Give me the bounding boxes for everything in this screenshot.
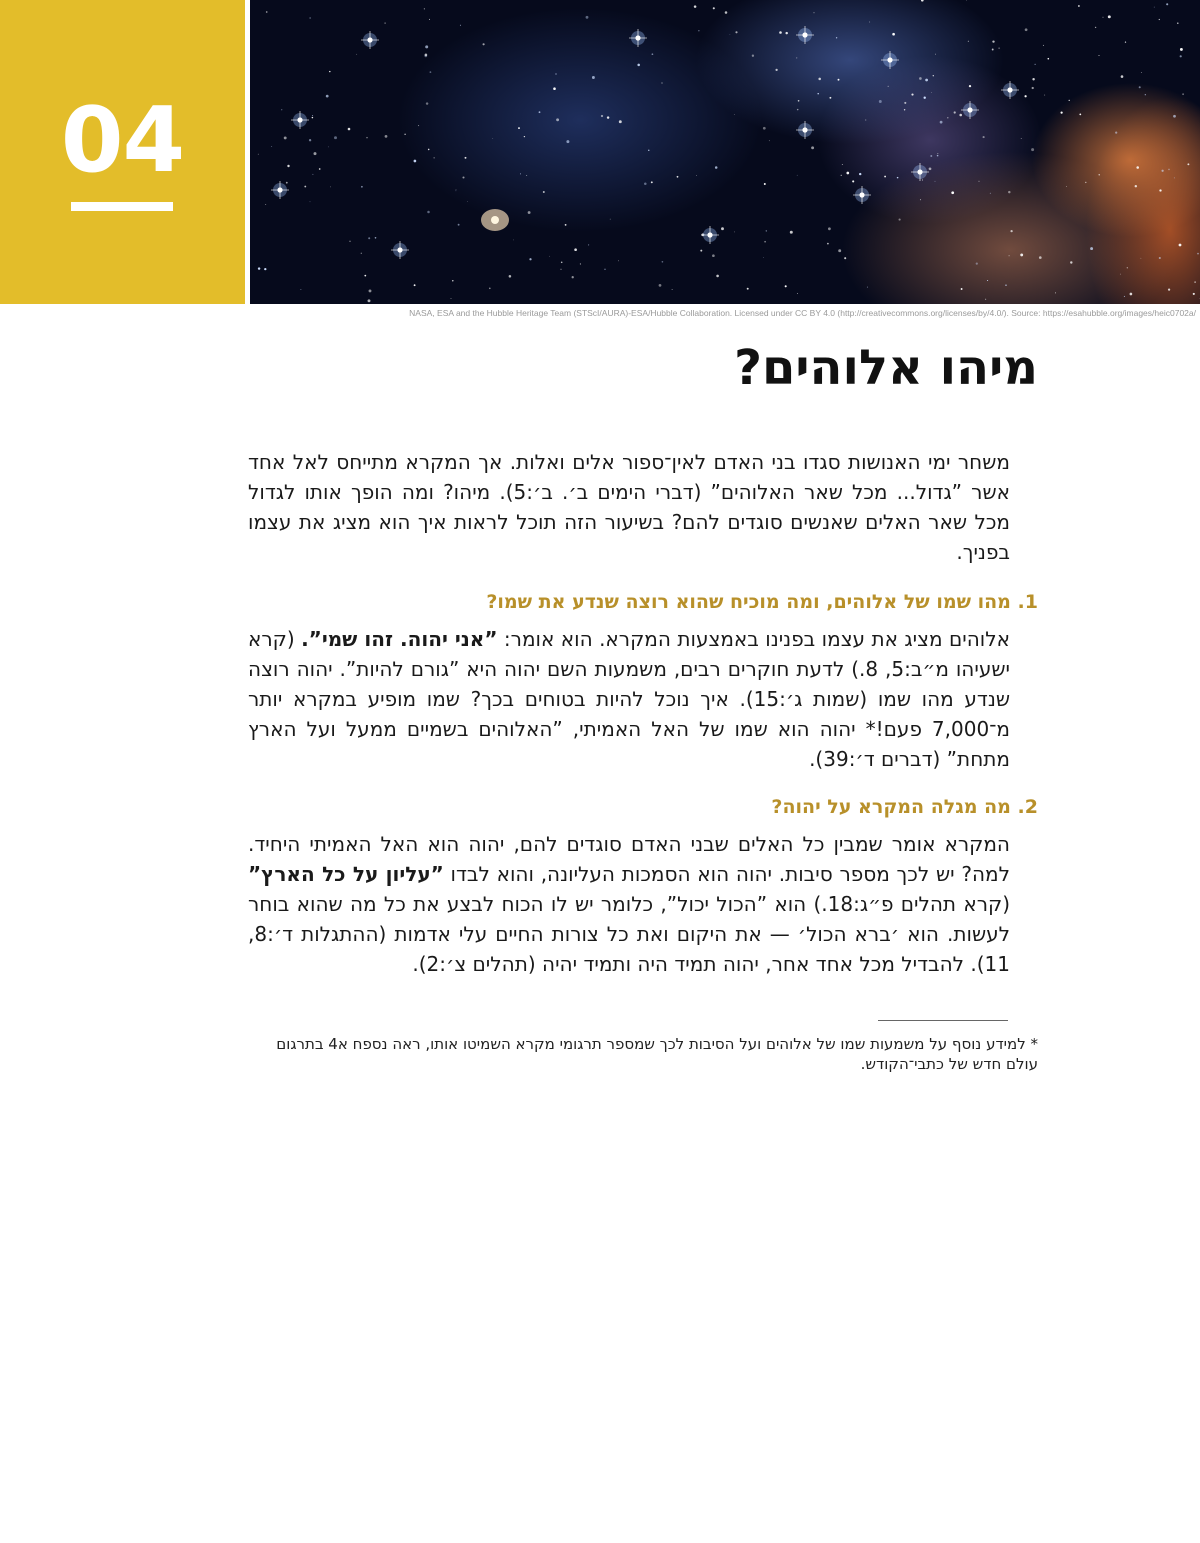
image-credit: NASA, ESA and the Hubble Heritage Team (STScI/AURA)-ESA/Hubble Collaboration. Licensed under CC BY 4.0 (http://creativecommons.org/licenses/by/4.0/). Source: https://esahubble.org/images/heic0702a/	[409, 308, 1196, 318]
section-2-heading: 2. מה מגלה המקרא על יהוה?	[771, 796, 1038, 818]
lesson-badge	[0, 0, 245, 304]
section-2-bold-quote: ”עליון על כל הארץ”	[248, 862, 444, 886]
lesson-number: 04	[60, 88, 185, 193]
section-1-heading: 1. מהו שמו של אלוהים, ומה מוכיח שהוא רוצה שנדע את שמו?	[486, 591, 1038, 613]
section-1-text-end: (קרא ישעיהו מ״ב:5, 8.) לדעת חוקרים רבים, משמעות השם יהוה היא ”גורם להיות”. יהוה רוצה שנדע מהו שמו (שמות ג׳:15). איך נוכל להיות בטוחים בכך? שמו מופיע במקרא יותר מ־7,000 פעם!* יהוה הוא שמו של האל האמיתי, ”האלוהים בשמיים ממעל ועל הארץ מתחת” (דברים ד׳:39).	[248, 627, 1011, 771]
section-1-text-start: אלוהים מציג את עצמו בפנינו באמצעות המקרא. הוא אומר:	[497, 627, 1010, 651]
section-2-text-end: (קרא תהלים פ״ג:18.) הוא ”הכול יכול”, כלומר יש לו הכוח לבצע את כל מה שהוא בוחר לעשות. הוא ׳ברא הכול׳ — את היקום ואת כל צורות החיים עלי אדמות (ההתגלות ד׳:8, 11). להבדיל מכל אחד אחר, יהוה תמיד היה ותמיד יהיה (תהלים צ׳:2).	[248, 892, 1010, 976]
starfield	[250, 0, 1200, 304]
footnote-divider	[878, 1020, 1008, 1021]
footnote: * למידע נוסף על משמעות שמו של אלוהים ועל הסיבות לכך שמספר תרגומי מקרא השמיטו אותו, ראה נספח א4 בתרגום עולם חדש של כתבי־הקודש.	[276, 1035, 1038, 1073]
section-1-bold-quote: ”אני יהוה. זהו שמי”.	[301, 627, 498, 651]
section-2-text-start: המקרא אומר שמבין כל האלים שבני האדם סוגדים להם, יהוה הוא האל האמיתי היחיד. למה? יש לכך מספר סיבות. יהוה הוא הסמכות העליונה, והוא לבדו	[248, 832, 1010, 886]
section-1-paragraph	[248, 624, 1010, 774]
lesson-number-underline	[71, 202, 173, 211]
hero-nebula-image	[250, 0, 1200, 304]
intro-paragraph: משחר ימי האנושות סגדו בני האדם לאין־ספור אלים ואלות. אך המקרא מתייחס לאל אחד אשר ”גדול... מכל שאר האלוהים” (דברי הימים ב׳. ב׳:5). מיהו? ומה הופך אותו לגדול מכל שאר האלים שאנשים סוגדים להם? בשיעור הזה תוכל לראות איך הוא מציג את עצמו בפניך.	[248, 450, 1010, 564]
page-title: מיהו אלוהים?	[734, 340, 1038, 396]
section-2-paragraph	[248, 829, 1010, 979]
